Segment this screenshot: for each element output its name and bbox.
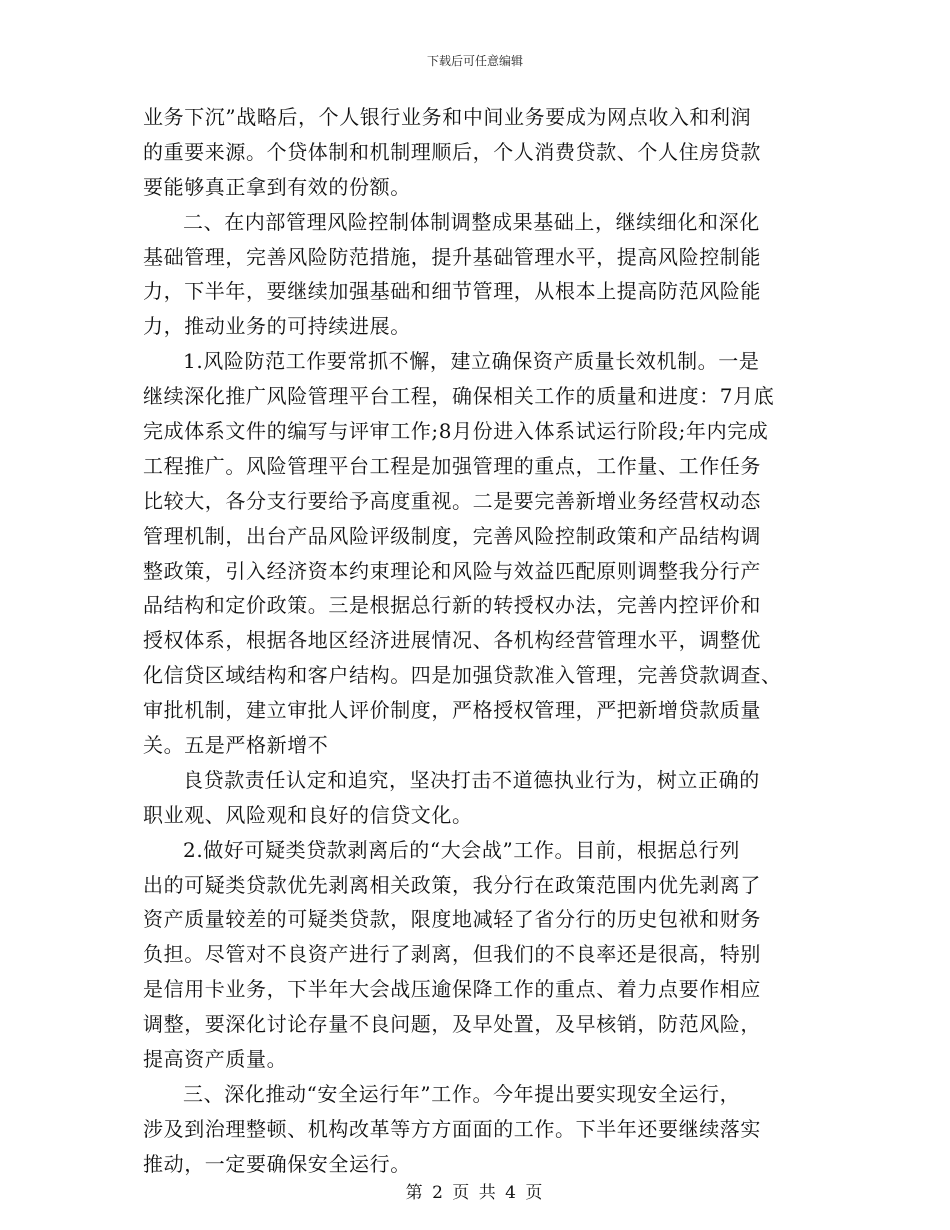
text-line: 是信用卡业务，下半年大会战压逾保降工作的重点、着力点要作相应 [143,977,761,1002]
text-line: 基础管理，完善风险防范措施，提升基础管理水平，提高风险控制能 [143,244,761,269]
text-line: 审批机制，建立审批人评价制度，严格授权管理，严把新增贷款质量 [143,698,761,723]
text-line: 调整，要深化讨论存量不良问题，及早处置，及早核销，防范风险， [143,1012,761,1037]
page-footer: 第 2 页 共 4 页 [405,1183,545,1203]
text-line: 继续深化推广风险管理平台工程，确保相关工作的质量和进度：7月底 [143,384,775,409]
text-line: 推动，一定要确保安全运行。 [143,1151,411,1176]
text-line: 出的可疑类贷款优先剥离相关政策，我分行在政策范围内优先剥离了 [143,872,761,897]
text-line: 涉及到治理整顿、机构改革等方方面面的工作。下半年还要继续落实 [143,1116,761,1141]
text-line: 业务下沉”战略后，个人银行业务和中间业务要成为网点收入和利润 [143,105,752,129]
text-line: 2.做好可疑类贷款剥离后的“大会战”工作。目前，根据总行列 [183,837,740,862]
text-line: 职业观、风险观和良好的信贷文化。 [143,802,473,827]
page-header: 下载后可任意编辑 [426,54,523,68]
text-line: 整政策，引入经济资本约束理论和风险与效益匹配原则调整我分行产 [143,558,761,583]
text-line: 的重要来源。个贷体制和机制理顺后，个人消费贷款、个人住房贷款 [143,139,761,164]
text-line: 管理机制，出台产品风险评级制度，完善风险控制政策和产品结构调 [143,523,761,548]
text-line: 完成体系文件的编写与评审工作;8月份进入体系试运行阶段;年内完成 [143,419,769,444]
text-line: 化信贷区域结构和客户结构。四是加强贷款准入管理，完善贷款调查、 [143,663,782,688]
text-line: 工程推广。风险管理平台工程是加强管理的重点，工作量、工作任务 [143,453,761,478]
text-line: 授权体系，根据各地区经济进展情况、各机构经营管理水平，调整优 [143,628,761,653]
text-line: 力，推动业务的可持续进展。 [143,314,411,339]
text-line: 二、在内部管理风险控制体制调整成果基础上，继续细化和深化 [183,209,760,234]
text-line: 三、深化推动“安全运行年”工作。今年提出要实现安全运行， [183,1081,741,1106]
text-line: 力，下半年，要继续加强基础和细节管理，从根本上提高防范风险能 [143,279,761,304]
text-line: 负担。尽管对不良资产进行了剥离，但我们的不良率还是很高，特别 [143,942,761,967]
document-body [143,100,823,1182]
text-line: 1.风险防范工作要常抓不懈，建立确保资产质量长效机制。一是 [183,349,760,374]
text-line: 提高资产质量。 [143,1047,288,1072]
text-line: 资产质量较差的可疑类贷款，限度地减轻了省分行的历史包袱和财务 [143,907,761,932]
text-line: 比较大，各分支行要给予高度重视。二是要完善新增业务经营权动态 [143,488,761,513]
text-line: 品结构和定价政策。三是根据总行新的转授权办法，完善内控评价和 [143,593,761,618]
text-line: 要能够真正拿到有效的份额。 [143,174,411,199]
text-line: 关。五是严格新增不 [143,733,329,758]
text-line: 良贷款责任认定和追究，坚决打击不道德执业行为，树立正确的 [183,767,760,792]
